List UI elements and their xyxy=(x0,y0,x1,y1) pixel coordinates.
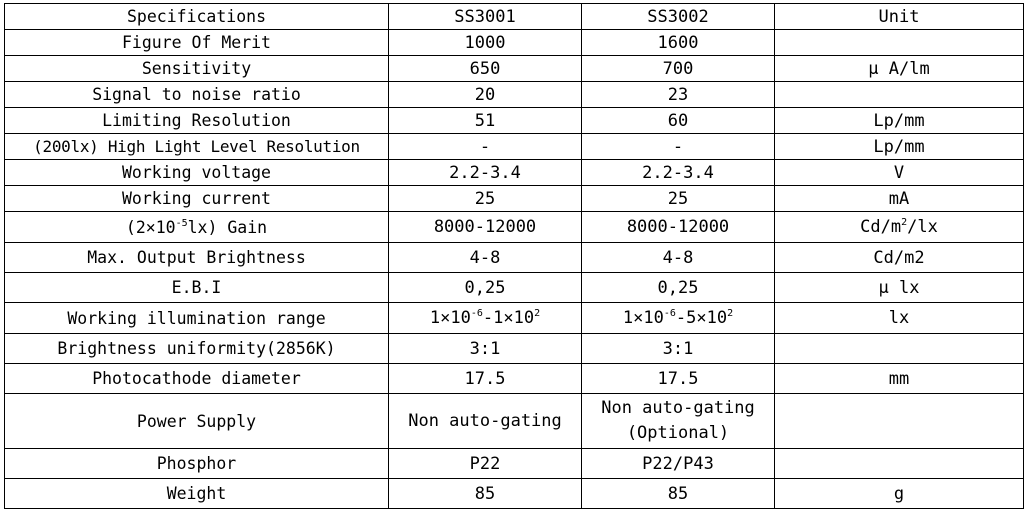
unit-post: /lx xyxy=(907,217,938,237)
value-exponent: -6 xyxy=(470,308,483,319)
spec-label: Max. Output Brightness xyxy=(5,243,389,273)
ss3002-value: 23 xyxy=(582,82,775,108)
ss3002-value xyxy=(582,394,775,449)
value-exponent: -6 xyxy=(663,308,676,319)
ss3002-value: 85 xyxy=(582,479,775,509)
spec-label: Figure Of Merit xyxy=(5,30,389,56)
value-part: -1×10 xyxy=(482,308,535,328)
ss3002-value: - xyxy=(582,134,775,160)
spec-label-exponent: -5 xyxy=(175,217,188,229)
ss3002-value: 60 xyxy=(582,108,775,134)
unit-value xyxy=(775,334,1024,364)
ss3001-value: 51 xyxy=(389,108,582,134)
ss3001-value: 3:1 xyxy=(389,334,582,364)
ss3001-value: P22 xyxy=(389,449,582,479)
value-line-2: (Optional) xyxy=(626,423,730,443)
spec-table xyxy=(4,3,1024,509)
ss3001-value: 0,25 xyxy=(389,273,582,303)
unit-exponent: 2 xyxy=(901,217,908,228)
ss3001-value: 4-8 xyxy=(389,243,582,273)
table-row xyxy=(5,108,1024,134)
table-row xyxy=(5,56,1024,82)
table-row xyxy=(5,479,1024,509)
unit-value: μ A/lm xyxy=(775,56,1024,82)
unit-value: g xyxy=(775,479,1024,509)
header-ss3001: SS3001 xyxy=(389,4,582,30)
table-row xyxy=(5,30,1024,56)
unit-value xyxy=(775,394,1024,449)
table-row xyxy=(5,160,1024,186)
ss3001-value: 1000 xyxy=(389,30,582,56)
ss3002-value: 17.5 xyxy=(582,364,775,394)
ss3001-value xyxy=(389,303,582,334)
unit-value: Cd/m2 xyxy=(775,243,1024,273)
table-row xyxy=(5,334,1024,364)
spec-label: Working current xyxy=(5,186,389,212)
ss3002-value: 0,25 xyxy=(582,273,775,303)
table-row xyxy=(5,449,1024,479)
unit-value: V xyxy=(775,160,1024,186)
header-unit: Unit xyxy=(775,4,1024,30)
header-ss3002: SS3002 xyxy=(582,4,775,30)
ss3001-value: 2.2-3.4 xyxy=(389,160,582,186)
unit-value: mm xyxy=(775,364,1024,394)
value-part: 1×10 xyxy=(622,308,664,328)
spec-label xyxy=(5,212,389,243)
spec-label: Phosphor xyxy=(5,449,389,479)
ss3002-value xyxy=(582,303,775,334)
ss3001-value: 20 xyxy=(389,82,582,108)
unit-value: Lp/mm xyxy=(775,134,1024,160)
table-row xyxy=(5,364,1024,394)
spec-label: E.B.I xyxy=(5,273,389,303)
table-row xyxy=(5,134,1024,160)
table-row xyxy=(5,212,1024,243)
table-row xyxy=(5,186,1024,212)
unit-value xyxy=(775,212,1024,243)
spec-label-pre: (2×10 xyxy=(125,217,176,237)
value-exponent: 2 xyxy=(534,308,541,319)
spec-label: Signal to noise ratio xyxy=(5,82,389,108)
ss3001-value: 25 xyxy=(389,186,582,212)
unit-value: μ lx xyxy=(775,273,1024,303)
ss3001-value: Non auto-gating xyxy=(389,394,582,449)
ss3002-value: 3:1 xyxy=(582,334,775,364)
spec-label: Working voltage xyxy=(5,160,389,186)
value-exponent: 2 xyxy=(727,308,734,319)
ss3002-value: 25 xyxy=(582,186,775,212)
spec-label: Sensitivity xyxy=(5,56,389,82)
ss3001-value: 17.5 xyxy=(389,364,582,394)
ss3002-value: P22/P43 xyxy=(582,449,775,479)
unit-pre: Cd/m xyxy=(860,217,902,237)
unit-value: mA xyxy=(775,186,1024,212)
value-line-1: Non auto-gating xyxy=(601,398,755,418)
ss3002-value: 8000-12000 xyxy=(582,212,775,243)
table-row xyxy=(5,303,1024,334)
unit-value xyxy=(775,30,1024,56)
unit-value xyxy=(775,82,1024,108)
value-part: -5×10 xyxy=(675,308,728,328)
ss3001-value: 85 xyxy=(389,479,582,509)
value-part: 1×10 xyxy=(429,308,471,328)
header-specifications: Specifications xyxy=(5,4,389,30)
table-row xyxy=(5,394,1024,449)
spec-label-post: lx) Gain xyxy=(187,217,268,237)
unit-value: Lp/mm xyxy=(775,108,1024,134)
spec-label: Working illumination range xyxy=(5,303,389,334)
unit-value xyxy=(775,449,1024,479)
spec-label: Power Supply xyxy=(5,394,389,449)
spec-label: Limiting Resolution xyxy=(5,108,389,134)
spec-label: Brightness uniformity(2856K) xyxy=(5,334,389,364)
ss3001-value: - xyxy=(389,134,582,160)
spec-label: Weight xyxy=(5,479,389,509)
ss3001-value: 8000-12000 xyxy=(389,212,582,243)
table-row xyxy=(5,82,1024,108)
table-header-row xyxy=(5,4,1024,30)
table-row xyxy=(5,273,1024,303)
table-row xyxy=(5,243,1024,273)
unit-value: lx xyxy=(775,303,1024,334)
ss3002-value: 2.2-3.4 xyxy=(582,160,775,186)
ss3001-value: 650 xyxy=(389,56,582,82)
spec-label: Photocathode diameter xyxy=(5,364,389,394)
spec-label: (200lx) High Light Level Resolution xyxy=(5,134,389,160)
ss3002-value: 700 xyxy=(582,56,775,82)
ss3002-value: 4-8 xyxy=(582,243,775,273)
ss3002-value: 1600 xyxy=(582,30,775,56)
